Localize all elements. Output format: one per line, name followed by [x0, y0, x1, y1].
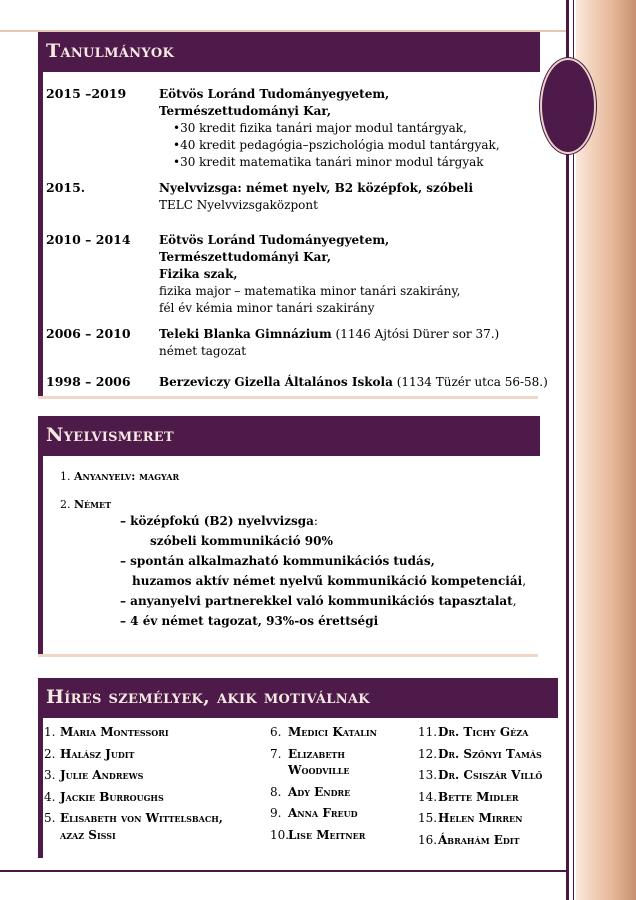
person-item	[44, 744, 223, 766]
education-entry	[159, 232, 460, 317]
education-text: Nyelvvizsga: német nyelv, B2 középfok, szóbeli	[159, 181, 474, 195]
person-item	[418, 808, 542, 830]
person-item	[418, 744, 542, 766]
institution-address: (1134 Tüzér utca 56-58.)	[392, 375, 548, 389]
institution-address: (1146 Ajtósi Dürer sor 37.)	[331, 327, 500, 341]
education-line	[159, 232, 460, 249]
education-line	[159, 154, 500, 171]
course-bullet: •30 kredit matematika tanári minor modul tárgyak	[173, 155, 484, 169]
person-number: 6.	[270, 725, 282, 739]
language-detail-text: – spontán alkalmazható kommunikációs tudás,	[120, 554, 435, 568]
education-title: Tanulmányok	[46, 40, 175, 62]
person-name: Jackie Burroughs	[60, 789, 164, 804]
people-column-3	[418, 722, 542, 852]
education-line	[159, 343, 499, 360]
person-name: Halász Judit	[60, 746, 135, 761]
education-year: 2010 – 2014	[46, 232, 131, 247]
person-name: Ábrahám Edit	[438, 832, 520, 847]
education-line	[159, 120, 500, 137]
language-item-label: Német	[74, 498, 112, 511]
education-line	[159, 300, 460, 317]
course-bullet: •30 kredit fizika tanári major modul tantárgyak,	[173, 121, 467, 135]
course-bullet: •40 kredit pedagógia–pszichológia modul tantárgyak,	[173, 138, 500, 152]
person-name: Maria Montessori	[60, 725, 169, 739]
education-line	[159, 137, 500, 154]
language-detail-text: – 4 év német tagozat, 93%-os érettségi	[120, 614, 379, 628]
education-entry	[159, 326, 499, 360]
person-name: Julie Andrews	[60, 768, 144, 783]
person-item	[270, 722, 377, 744]
person-name: Medici Katalin	[288, 725, 377, 739]
language-detail-suffix: ,	[512, 594, 517, 608]
people-column-2	[270, 722, 377, 847]
education-entry	[159, 180, 473, 214]
language-detail	[120, 512, 318, 530]
person-number: 2.	[44, 746, 56, 761]
education-line	[159, 374, 548, 391]
person-name: Elisabeth von Wittelsbach,	[60, 811, 223, 826]
bottom-rule	[0, 870, 566, 872]
person-item	[270, 803, 377, 825]
education-entry	[159, 86, 500, 171]
person-number: 5.	[44, 811, 56, 826]
people-column-1	[44, 722, 223, 847]
language-detail	[120, 552, 435, 570]
education-text: Fizika szak,	[159, 267, 238, 281]
language-detail-text: – középfokú (B2) nyelvvizsga	[120, 514, 314, 528]
person-item	[418, 830, 542, 852]
languages-bottom-border	[38, 654, 538, 657]
decorative-oval	[540, 58, 596, 154]
person-number: 16.	[418, 832, 438, 847]
person-number: 14.	[418, 789, 438, 804]
person-number: 11.	[418, 725, 438, 739]
person-number: 12.	[418, 746, 438, 761]
education-year: 1998 – 2006	[46, 374, 131, 389]
people-title: Híres személyek, akik motiválnak	[46, 686, 370, 708]
education-text: Természettudományi Kar,	[159, 104, 331, 118]
person-number: 8.	[270, 784, 282, 799]
person-name: Helen Mirren	[438, 811, 523, 826]
person-number: 1.	[44, 725, 56, 739]
person-number: 4.	[44, 789, 56, 804]
person-item	[418, 722, 542, 744]
person-name: Dr. Csiszár Villő	[438, 768, 543, 783]
education-bottom-border	[38, 396, 538, 399]
education-text: fizika major – matematika minor tanári szakirány,	[159, 284, 461, 298]
person-item	[418, 765, 542, 787]
education-text: TELC Nyelvvizsgaközpont	[159, 198, 318, 212]
language-detail	[120, 592, 517, 610]
education-line	[159, 283, 460, 300]
person-name: Elizabeth	[288, 746, 345, 761]
person-item	[44, 765, 223, 787]
person-number: 15.	[418, 811, 438, 826]
person-name-continued: azaz Sissi	[60, 827, 116, 842]
person-item	[44, 787, 223, 809]
education-entry	[159, 374, 548, 391]
person-number: 9.	[270, 806, 282, 821]
education-line	[159, 86, 500, 103]
language-item-native	[60, 468, 179, 486]
language-item-german	[60, 496, 111, 514]
education-line	[159, 103, 500, 120]
person-number: 3.	[44, 768, 56, 783]
person-item	[418, 787, 542, 809]
education-left-border	[38, 72, 43, 398]
institution-name: Berzeviczy Gizella Általános Iskola	[159, 375, 393, 389]
people-left-border	[38, 718, 43, 858]
person-name: Ady Endre	[288, 784, 351, 799]
person-item-continued	[270, 760, 377, 782]
person-name: Dr. Tichy Géza	[438, 725, 529, 739]
education-line	[159, 249, 460, 266]
language-detail-text: huzamos aktív német nyelvű kommunikáció kompetenciái	[132, 574, 523, 588]
languages-left-border	[38, 456, 43, 656]
person-number: 13.	[418, 768, 438, 783]
education-line	[159, 266, 460, 283]
person-name: Bette Midler	[438, 789, 519, 804]
person-name: Anna Freud	[288, 806, 358, 821]
language-item-label: Anyanyelv: magyar	[74, 470, 180, 483]
language-detail-text: szóbeli kommunikáció 90%	[150, 534, 333, 548]
language-item-number: 1.	[60, 470, 71, 483]
language-detail	[120, 612, 378, 630]
language-item-number: 2.	[60, 498, 71, 511]
person-item	[270, 825, 377, 847]
education-text: Természettudományi Kar,	[159, 250, 331, 264]
education-year: 2006 – 2010	[46, 326, 131, 341]
education-year: 2015.	[46, 180, 86, 195]
person-name: Lise Meitner	[288, 827, 366, 842]
language-detail	[132, 572, 526, 590]
language-detail	[150, 532, 333, 550]
education-line	[159, 197, 473, 214]
institution-name: Teleki Blanka Gimnázium	[159, 327, 332, 341]
person-name: Dr. Szőnyi Tamás	[438, 746, 542, 761]
education-line	[159, 326, 499, 343]
person-item	[44, 722, 223, 744]
education-text: német tagozat	[159, 344, 247, 358]
person-item	[270, 782, 377, 804]
language-detail-suffix: :	[313, 514, 318, 528]
education-line	[159, 180, 473, 197]
languages-title: Nyelvismeret	[46, 424, 174, 446]
person-name-continued: Woodville	[288, 763, 350, 778]
language-detail-suffix: ,	[522, 574, 527, 588]
education-year: 2015 –2019	[46, 86, 127, 101]
person-number: 7.	[270, 746, 282, 761]
education-text: Eötvös Loránd Tudományegyetem,	[159, 87, 390, 101]
education-text: fél év kémia minor tanári szakirány	[159, 301, 375, 315]
language-detail-text: – anyanyelvi partnerekkel való kommunikációs tapasztalat	[120, 594, 513, 608]
education-text: Eötvös Loránd Tudományegyetem,	[159, 233, 390, 247]
person-number: 10.	[270, 827, 290, 842]
